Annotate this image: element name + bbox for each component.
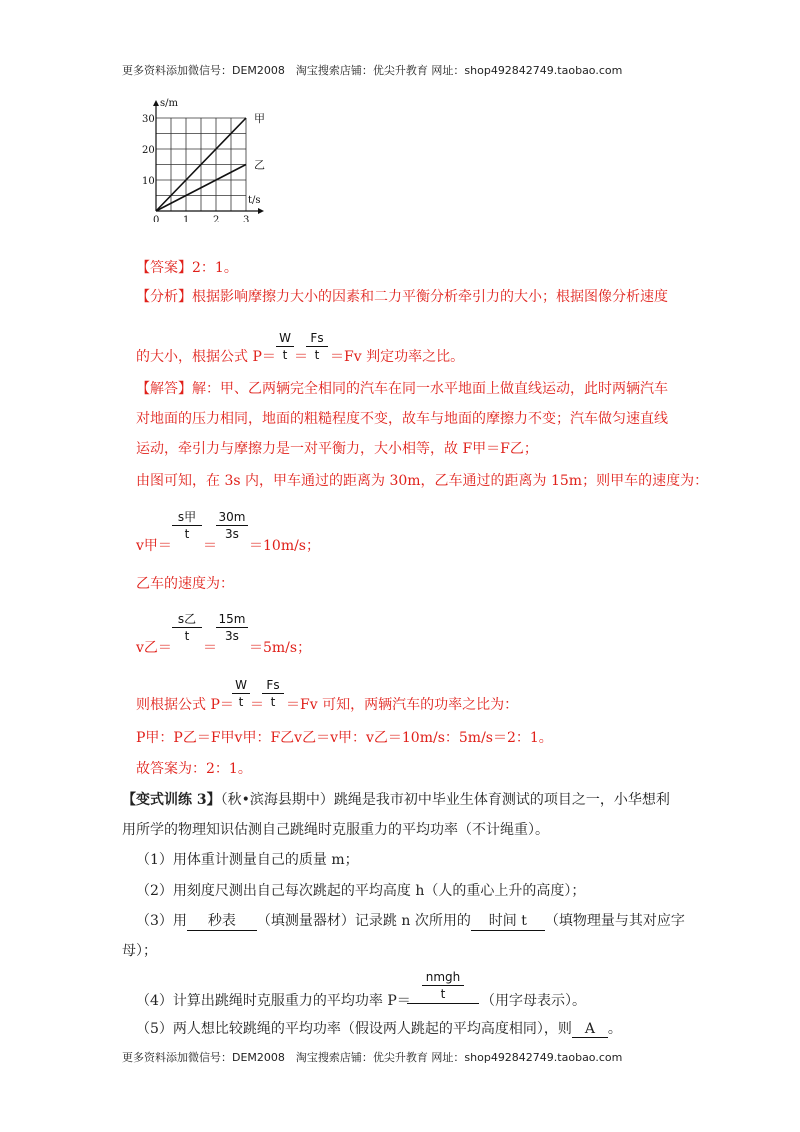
v-yi-fraction-1 <box>172 612 202 643</box>
power-formula-pre: 则根据公式 P＝ <box>136 697 234 713</box>
solution-line-2: 对地面的压力相同，地面的粗糙程度不变，故车与地面的摩擦力不变；汽车做匀速直线 <box>136 411 668 427</box>
analysis-fraction-w-t <box>276 331 294 362</box>
y-tick-label: 10 <box>142 176 155 187</box>
fraction-numerator: W <box>232 678 250 694</box>
series-label-jia: 甲 <box>254 112 265 125</box>
power-formula-post: ＝Fv 可知，两辆汽车的功率之比为： <box>286 697 519 713</box>
solution-line-4: 由图可知，在 3s 内，甲车通过的距离为 30m，乙车通过的距离为 15m；则甲车的速度为： <box>136 473 709 489</box>
answer-blank-power <box>407 1003 479 1004</box>
yi-speed-label: 乙车的速度为： <box>136 576 234 592</box>
step-3-post: （填物理量与其对应字 <box>544 913 685 929</box>
x-tick-label: 0 <box>153 215 160 222</box>
step-2: （2）用刻度尺测出自己每次跳起的平均高度 h（人的重心上升的高度）； <box>136 883 586 899</box>
fraction-numerator: 30m <box>216 510 248 526</box>
answer-blank-instrument: 秒表 <box>187 910 257 931</box>
fraction-denominator: t <box>270 695 276 709</box>
step-1: （1）用体重计测量自己的质量 m； <box>136 852 359 868</box>
fraction-denominator: t <box>238 695 244 709</box>
v-jia-post: ＝10m/s； <box>249 538 320 554</box>
analysis-line-2-pre: 的大小，根据公式 P＝ <box>136 349 276 365</box>
step-4-post: （用字母表示）。 <box>481 993 586 1009</box>
step-3 <box>136 910 685 931</box>
final-answer-line: 故答案为：2：1。 <box>136 761 252 777</box>
fraction-numerator: 15m <box>216 612 248 628</box>
fraction-numerator: s甲 <box>172 510 202 526</box>
exercise-intro-line-1 <box>122 789 670 809</box>
fraction-denominator: t <box>184 527 190 541</box>
series-label-yi: 乙 <box>254 158 265 172</box>
v-yi-post: ＝5m/s； <box>249 640 312 656</box>
v-jia-pre: v甲＝ <box>136 538 172 554</box>
analysis-line-1: 【分析】根据影响摩擦力大小的因素和二力平衡分析牵引力的大小；根据图像分析速度 <box>136 289 668 305</box>
step-4-pre: （4）计算出跳绳时克服重力的平均功率 P＝ <box>136 993 411 1009</box>
power-equals: ＝ <box>250 697 264 713</box>
y-tick-label: 30 <box>142 114 155 125</box>
page-header: 更多资料添加微信号：DEM2008 淘宝搜索店铺：优尖升教育 网址：shop492842749.taobao.com <box>122 64 623 77</box>
fraction-denominator: t <box>282 348 288 362</box>
v-jia-equals: ＝ <box>203 538 217 554</box>
x-tick-label: 3 <box>243 215 250 222</box>
fraction-numerator: Fs <box>262 678 284 694</box>
step-4-fraction <box>422 970 464 1001</box>
fraction-denominator: t <box>184 629 190 643</box>
fraction-numerator: Fs <box>306 331 328 347</box>
page-footer: 更多资料添加微信号：DEM2008 淘宝搜索店铺：优尖升教育 网址：shop492842749.taobao.com <box>122 1051 623 1064</box>
analysis-fraction-fs-t <box>306 331 328 362</box>
step-3-line-2: 母）； <box>122 943 157 959</box>
power-fraction-w-t <box>232 678 250 709</box>
step-3-mid: （填测量器材）记录跳 n 次所用的 <box>256 913 471 929</box>
exercise-intro-text: （秋•滨海县期中）跳绳是我市初中毕业生体育测试的项目之一，小华想利 <box>220 792 670 808</box>
y-axis-label: s/m <box>160 98 178 109</box>
v-jia-fraction-1 <box>172 510 202 541</box>
fraction-numerator: W <box>276 331 294 347</box>
step-5-post: 。 <box>607 1021 622 1037</box>
distance-time-chart <box>140 97 280 222</box>
step-5-pre: （5）两人想比较跳绳的平均功率（假设两人跳起的平均高度相同），则 <box>136 1021 572 1037</box>
exercise-title: 【变式训练 3】 <box>122 792 221 808</box>
solution-line-3: 运动，牵引力与摩擦力是一对平衡力，大小相等，故 F甲＝F乙； <box>136 441 538 457</box>
v-jia-fraction-2 <box>216 510 248 541</box>
answer-blank-quantity: 时间 t <box>471 910 545 931</box>
exercise-intro-line-2: 用所学的物理知识估测自己跳绳时克服重力的平均功率（不计绳重）。 <box>122 822 549 838</box>
fraction-numerator: nmgh <box>422 970 464 986</box>
x-tick-label: 1 <box>183 215 190 222</box>
v-yi-fraction-2 <box>216 612 248 643</box>
fraction-numerator: s乙 <box>172 612 202 628</box>
fraction-denominator: t <box>440 987 446 1001</box>
solution-line-1: 【解答】解：甲、乙两辆完全相同的汽车在同一水平地面上做直线运动，此时两辆汽车 <box>136 381 668 397</box>
x-axis-arrow <box>258 208 264 214</box>
v-yi-equals: ＝ <box>203 640 217 656</box>
fraction-denominator: t <box>314 348 320 362</box>
x-axis-label: t/s <box>248 195 261 206</box>
analysis-line-2-post: ＝Fv 判定功率之比。 <box>330 349 465 365</box>
v-yi-pre: v乙＝ <box>136 640 172 656</box>
answer-blank-choice: A <box>572 1021 608 1038</box>
power-ratio-line: P甲：P乙＝F甲v甲：F乙v乙＝v甲：v乙＝10m/s：5m/s＝2：1。 <box>136 730 553 746</box>
fraction-denominator: 3s <box>225 629 239 643</box>
power-fraction-fs-t <box>262 678 284 709</box>
y-tick-label: 20 <box>142 145 155 156</box>
step-5 <box>136 1018 622 1038</box>
analysis-equals: ＝ <box>294 349 308 365</box>
fraction-denominator: 3s <box>225 527 239 541</box>
y-axis-arrow <box>153 100 159 106</box>
answer-line: 【答案】2：1。 <box>136 260 238 276</box>
x-tick-label: 2 <box>213 215 220 222</box>
step-3-pre: （3）用 <box>136 913 187 929</box>
